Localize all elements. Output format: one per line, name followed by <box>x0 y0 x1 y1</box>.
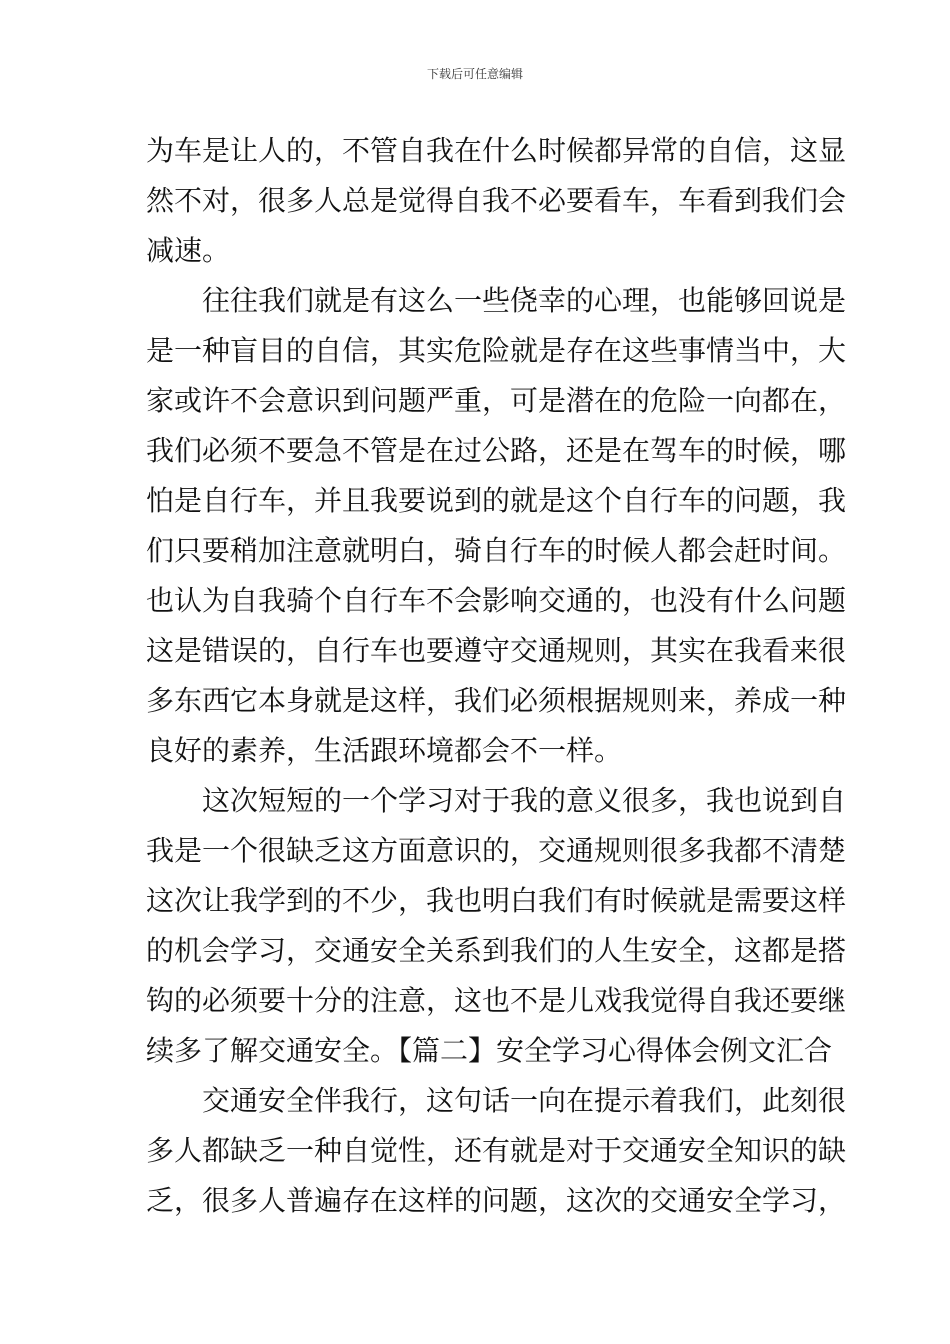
text-line: 然不对，很多人总是觉得自我不必要看车，车看到我们会 <box>146 184 847 217</box>
document-body <box>146 126 847 1226</box>
text-line: 家或许不会意识到问题严重，可是潜在的危险一向都在， <box>146 384 847 417</box>
text-line-paragraph-start: 往往我们就是有这么一些侥幸的心理，也能够回说是 <box>202 284 847 317</box>
text-line: 乏，很多人普遍存在这样的问题，这次的交通安全学习， <box>146 1184 847 1217</box>
text-line: 怕是自行车，并且我要说到的就是这个自行车的问题，我 <box>146 484 847 517</box>
text-line: 我是一个很缺乏这方面意识的，交通规则很多我都不清楚 <box>146 834 847 867</box>
text-line: 这是错误的，自行车也要遵守交通规则，其实在我看来很 <box>146 634 847 667</box>
text-line: 们只要稍加注意就明白，骑自行车的时候人都会赶时间。 <box>146 534 847 567</box>
text-line: 多东西它本身就是这样，我们必须根据规则来，养成一种 <box>146 684 847 717</box>
text-line-paragraph-start: 这次短短的一个学习对于我的意义很多，我也说到自 <box>202 784 847 817</box>
text-line: 良好的素养，生活跟环境都会不一样。 <box>146 734 623 767</box>
text-line-paragraph-start: 交通安全伴我行，这句话一向在提示着我们，此刻很 <box>202 1084 847 1117</box>
text-line: 的机会学习，交通安全关系到我们的人生安全，这都是搭 <box>146 934 847 967</box>
text-line: 这次让我学到的不少，我也明白我们有时候就是需要这样 <box>146 884 847 917</box>
text-line: 多人都缺乏一种自觉性，还有就是对于交通安全知识的缺 <box>146 1134 847 1167</box>
text-line: 减速。 <box>146 234 231 267</box>
text-line: 是一种盲目的自信，其实危险就是存在这些事情当中，大 <box>146 334 847 367</box>
text-line: 为车是让人的，不管自我在什么时候都异常的自信，这显 <box>146 134 847 167</box>
text-line: 也认为自我骑个自行车不会影响交通的，也没有什么问题 <box>146 584 847 617</box>
text-line: 钩的必须要十分的注意，这也不是儿戏我觉得自我还要继 <box>146 984 847 1017</box>
text-line: 续多了解交通安全。【篇二】安全学习心得体会例文汇合 <box>146 1034 833 1067</box>
page-header: 下载后可任意编辑 <box>426 67 523 81</box>
text-line: 我们必须不要急不管是在过公路，还是在驾车的时候，哪 <box>146 434 847 467</box>
